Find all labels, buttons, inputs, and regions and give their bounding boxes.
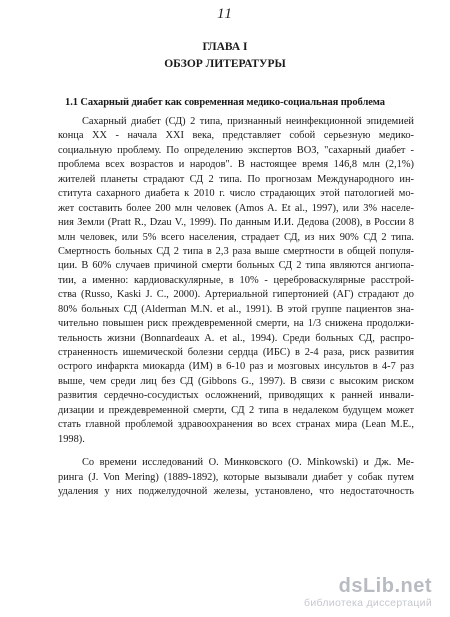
watermark xyxy=(282,575,432,609)
text-line: проблема всех возрастов и народов". В настоящее время 146,8 млн (2,1%) xyxy=(58,159,414,171)
text-line: развития сердечно-сосудистых осложнений, приводящих к ранней инвали- xyxy=(58,390,414,402)
text-line: Смертность больных СД 2 типа в 2,3 раза выше смертности в общей популя- xyxy=(58,245,414,257)
text-line: тии, а именно: кардиоваскулярные, в 10% - цереброваскулярные расстрой- xyxy=(58,274,414,286)
text-line: ния Земли (Pratt R., Dzau V., 1999). По данным И.И. Дедова (2008), в России 8 xyxy=(58,217,414,229)
text-line: острого инфаркта миокарда (ИМ) в 6-10 раз и мозговых инсультов в 4-7 раз xyxy=(58,361,414,373)
text-line: удаления у них поджелудочной железы, установлено, что недостаточность xyxy=(58,485,414,497)
text-line: жет составить более 200 млн человек (Amos A. Et al., 1997), или 3% населе- xyxy=(58,202,414,214)
text-line: стать главной проблемой здравоохранения во всех странах мира (Lean M.E., xyxy=(58,419,414,431)
chapter-title: ОБЗОР ЛИТЕРАТУРЫ xyxy=(164,58,286,70)
text-line: выше, чем среди лиц без СД (Gibbons G., 1997). В связи с высоким риском xyxy=(58,375,414,387)
text-line: конца XX - начала XXI века, представляет собой серьезную медико- xyxy=(58,130,414,142)
text-line: ститута сахарного диабета к 2010 г. число страдающих этой патологией мо- xyxy=(58,188,414,200)
text-line: страненность ишемической болезни сердца (ИБС) в 2-4 раза, риск развития xyxy=(58,347,414,358)
section-title: 1.1 Сахарный диабет как современная медико-социальная проблема xyxy=(65,97,385,108)
page-number: 11 xyxy=(217,6,233,22)
watermark-logo: dsLib.net xyxy=(338,575,432,597)
text-line: социальную проблему. По определению экспертов ВОЗ, "сахарный диабет - xyxy=(58,144,414,156)
text-line: ринга (J. Von Mering) (1889-1892), которые вызывали диабет у собак путем xyxy=(58,471,414,483)
text-line: жителей планеты страдают СД 2 типа. По прогнозам Международного ин- xyxy=(58,173,414,185)
text-line: 1998). xyxy=(58,433,85,445)
paragraph-gap xyxy=(58,447,414,456)
text-line: чительно повышен риск преждевременной смерти, на 1/3 снижена продолжи- xyxy=(58,318,414,330)
text-line: млн человек, или 5% всего населения, страдает СД, из них 90% СД 2 типа. xyxy=(58,231,414,243)
text-line: ции. В 60% случаев причиной смерти больных СД 2 типа являются ангиопа- xyxy=(58,260,414,272)
chapter-heading: ГЛАВА I xyxy=(202,41,248,53)
watermark-caption: библиотека диссертаций xyxy=(304,597,432,609)
text-line: Со времени исследований О. Минковского (O. Minkowski) и Дж. Ме- xyxy=(82,457,414,469)
text-line: тельность жизни (Bonnardeaux A. et al., 1994). Среди больных СД, распро- xyxy=(58,332,414,344)
body-text xyxy=(58,115,414,499)
text-line: ства (Russo, Kaski J. C., 2000). Артериальной гипертонией (АГ) страдают до xyxy=(58,289,414,301)
text-line: Сахарный диабет (СД) 2 типа, признанный неинфекционной эпидемией xyxy=(82,116,414,127)
text-line: дизации и преждевременной смерти, СД 2 типа в недалеком будущем может xyxy=(58,404,414,416)
text-line: 80% больных СД (Alderman M.N. et al., 1991). В этой группе пациентов зна- xyxy=(58,303,414,315)
